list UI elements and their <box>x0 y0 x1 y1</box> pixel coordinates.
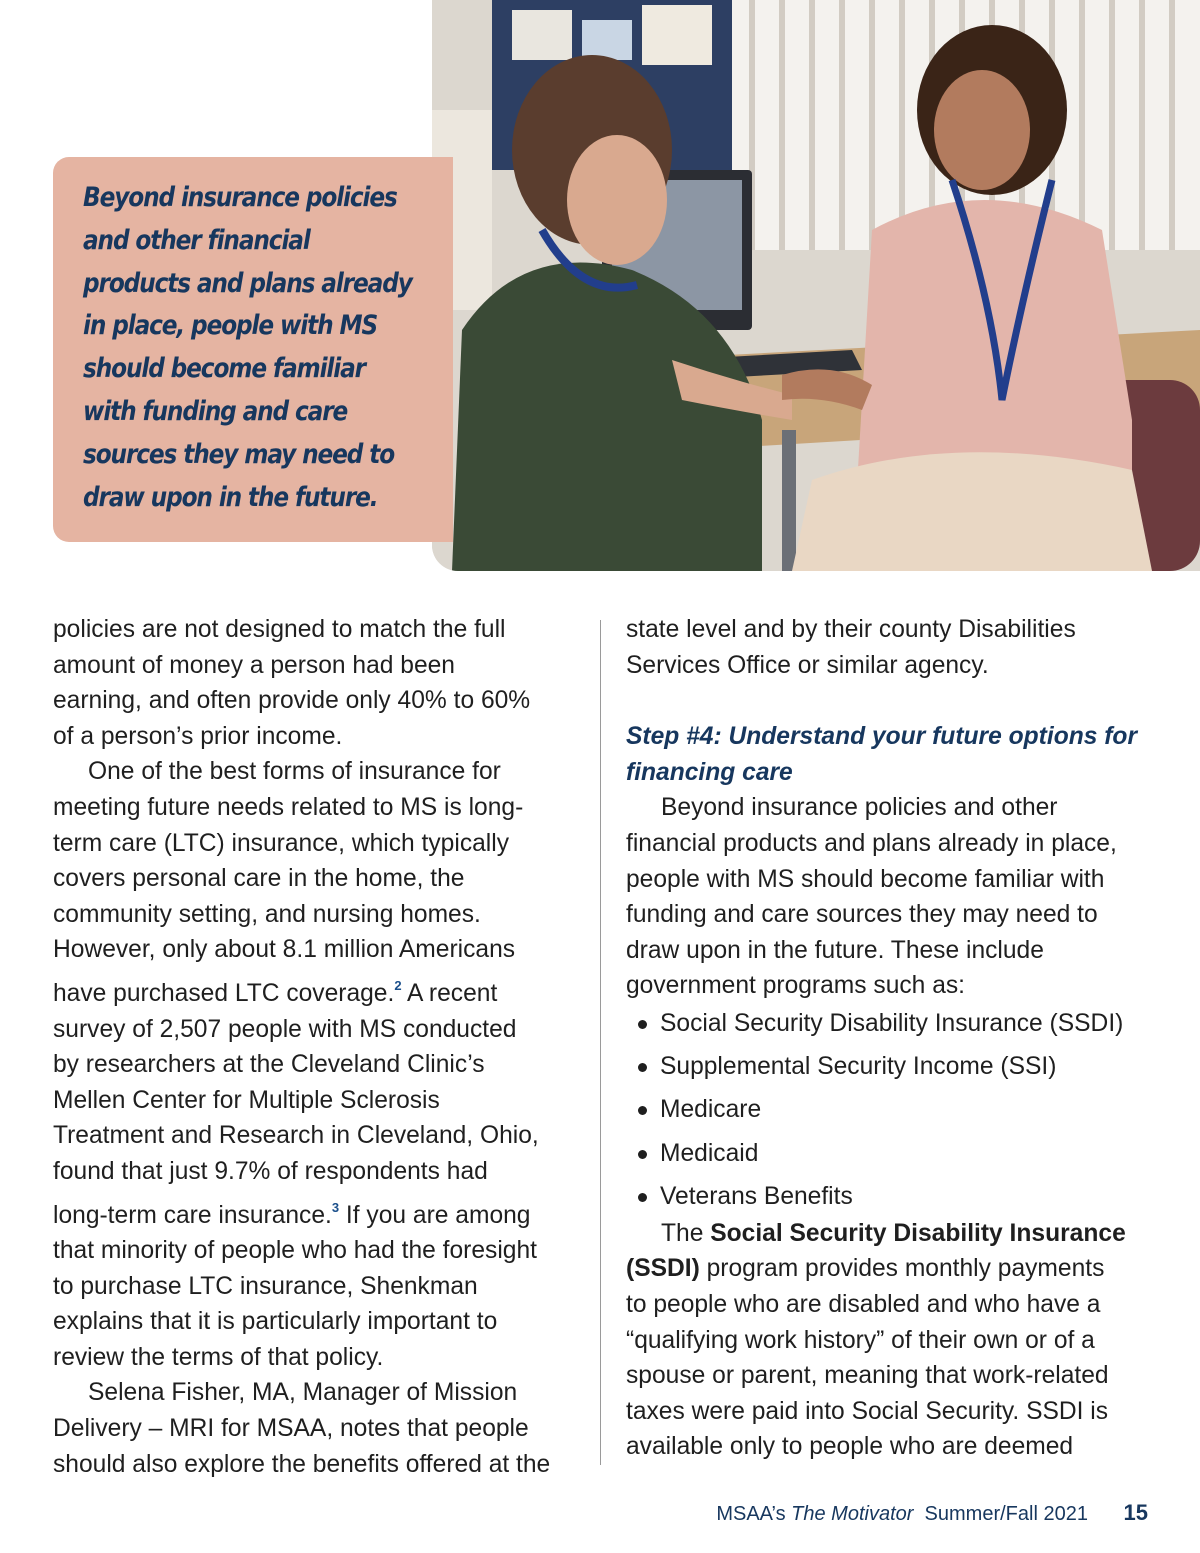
text-line: to purchase LTC insurance, Shenkman <box>53 1272 478 1300</box>
text-line: survey of 2,507 people with MS conducted <box>53 1015 517 1043</box>
paragraph <box>626 1216 1166 1465</box>
text-fragment: have purchased LTC coverage. <box>53 979 395 1007</box>
text-line <box>53 1190 583 1234</box>
text-line: should also explore the benefits offered at the <box>53 1450 551 1478</box>
page-footer <box>716 1500 1148 1526</box>
pull-quote-line: in place, people with MS <box>83 310 378 342</box>
page-number: 15 <box>1123 1500 1148 1525</box>
text-line <box>626 1251 1166 1287</box>
text-line: Delivery – MRI for MSAA, notes that people <box>53 1415 529 1443</box>
text-fragment: long-term care insurance. <box>53 1201 332 1229</box>
text-line: found that just 9.7% of respondents had <box>53 1157 488 1185</box>
text-line: term care (LTC) insurance, which typically <box>53 829 510 857</box>
text-line: financial products and plans already in place, <box>626 829 1117 857</box>
photo-illustration <box>432 0 1200 571</box>
list-item-label: Medicaid <box>660 1139 759 1167</box>
left-column <box>53 612 583 1482</box>
text-line: policies are not designed to match the full <box>53 616 506 643</box>
text-line: Mellen Center for Multiple Sclerosis <box>53 1086 440 1114</box>
text-line: to people who are disabled and who have a <box>626 1291 1101 1319</box>
pull-quote-text <box>83 177 412 519</box>
text-line: earning, and often provide only 40% to 60% <box>53 687 531 715</box>
text-line: of a person’s prior income. <box>53 722 343 750</box>
pull-quote-line: Beyond insurance policies <box>83 182 397 213</box>
text-fragment: A recent <box>401 979 498 1007</box>
list-item <box>626 1136 1166 1179</box>
text-line: available only to people who are deemed <box>626 1433 1074 1461</box>
text-line: spouse or parent, meaning that work-related <box>626 1362 1109 1390</box>
text-line: people with MS should become familiar with <box>626 865 1105 893</box>
list-item-label: Social Security Disability Insurance (SSDI) <box>660 1009 1124 1037</box>
text-line: amount of money a person had been <box>53 651 455 679</box>
section-heading <box>626 719 1166 790</box>
footer-publication: The Motivator <box>791 1503 914 1525</box>
paragraph <box>626 790 1166 1004</box>
pull-quote-line: products and plans already <box>83 267 412 299</box>
ssdi-abbrev: (SSDI) <box>626 1255 700 1283</box>
heading-line: financing care <box>626 758 793 786</box>
footer-issue: Summer/Fall 2021 <box>924 1503 1088 1525</box>
footer-org: MSAA’s <box>716 1503 786 1525</box>
pull-quote-box <box>53 157 453 542</box>
right-column <box>626 612 1166 1465</box>
list-item <box>626 1179 1166 1222</box>
text-line: explains that it is particularly important to <box>53 1308 498 1336</box>
list-item-label: Veterans Benefits <box>660 1182 853 1210</box>
text-line: review the terms of that policy. <box>53 1343 384 1371</box>
text-line: taxes were paid into Social Security. SSDI is <box>626 1397 1109 1425</box>
text-fragment: The <box>661 1219 711 1247</box>
text-line: covers personal care in the home, the <box>53 865 465 893</box>
office-consultation-photo <box>432 0 1200 571</box>
text-line: that minority of people who had the foresight <box>53 1237 537 1265</box>
pull-quote-line: and other financial <box>83 224 310 256</box>
pull-quote-line: with funding and care <box>83 395 348 427</box>
text-line: Services Office or similar agency. <box>626 651 989 679</box>
footnote-ref-2: 2 <box>394 977 402 993</box>
text-fragment: program provides monthly payments <box>699 1255 1105 1283</box>
paragraph <box>626 612 1166 683</box>
pull-quote-line: draw upon in the future. <box>83 481 378 513</box>
list-item-label: Medicare <box>660 1096 762 1124</box>
bullet-icon <box>638 1150 647 1159</box>
list-item <box>626 1006 1166 1049</box>
bullet-icon <box>638 1106 647 1115</box>
text-fragment: If you are among <box>339 1201 531 1229</box>
text-line: Treatment and Research in Cleveland, Ohio, <box>53 1122 539 1150</box>
heading-line: Step #4: Understand your future options for <box>626 723 1138 751</box>
ssdi-term: Social Security Disability Insurance <box>710 1219 1126 1247</box>
text-line: One of the best forms of insurance for <box>88 758 501 786</box>
paragraph <box>53 612 583 754</box>
footnote-ref-3: 3 <box>331 1199 340 1215</box>
bullet-icon <box>638 1020 647 1029</box>
text-line: funding and care sources they may need to <box>626 901 1098 929</box>
pull-quote-line: sources they may need to <box>83 438 395 470</box>
text-line: community setting, and nursing homes. <box>53 900 481 928</box>
list-item <box>626 1049 1166 1092</box>
pull-quote-line: should become familiar <box>83 353 365 385</box>
text-line: by researchers at the Cleveland Clinic’s <box>53 1051 485 1079</box>
text-line: government programs such as: <box>626 972 966 1000</box>
column-divider <box>600 620 601 1465</box>
list-item-label: Supplemental Security Income (SSI) <box>660 1053 1057 1081</box>
paragraph <box>53 754 583 1375</box>
text-line: meeting future needs related to MS is long- <box>53 793 524 821</box>
text-line: Selena Fisher, MA, Manager of Mission <box>88 1379 518 1407</box>
program-list <box>626 1006 1166 1222</box>
text-line: “qualifying work history” of their own or of a <box>626 1326 1095 1354</box>
list-item <box>626 1092 1166 1135</box>
text-line: draw upon in the future. These include <box>626 936 1044 964</box>
text-line: Beyond insurance policies and other <box>661 794 1058 822</box>
text-line <box>53 968 583 1012</box>
text-line: However, only about 8.1 million Americans <box>53 936 516 964</box>
paragraph <box>53 1375 583 1482</box>
bullet-icon <box>638 1063 647 1072</box>
bullet-icon <box>638 1193 647 1202</box>
text-line: state level and by their county Disabilities <box>626 616 1076 643</box>
